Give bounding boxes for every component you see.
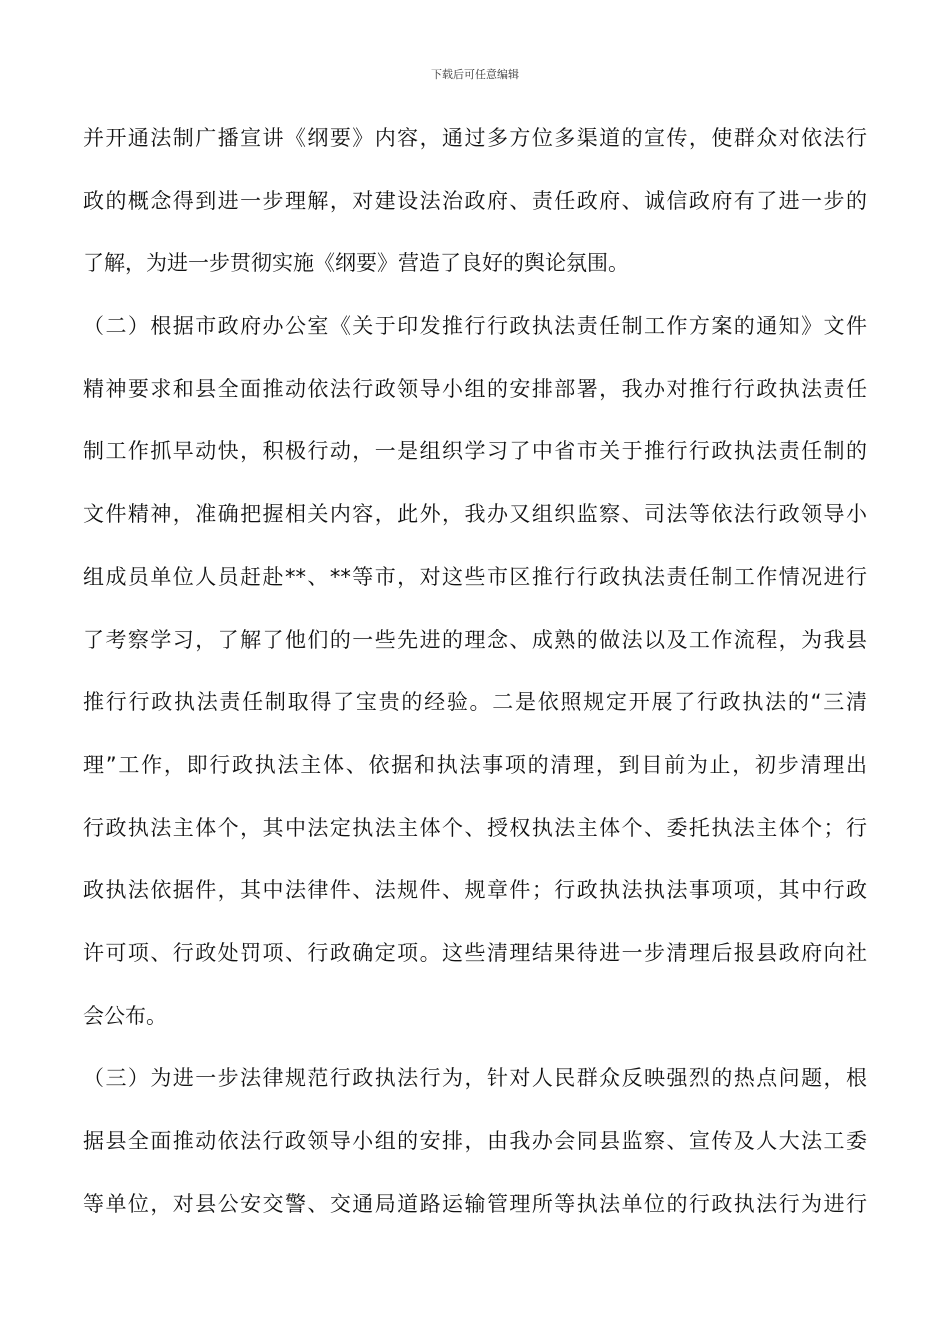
text-line: 政执法依据件，其中法律件、法规件、规章件；行政执法执法事项项，其中行政 [83,878,867,903]
document-body [83,116,867,1244]
text-line: 理”工作，即行政执法主体、依据和执法事项的清理，到目前为止，初步清理出 [83,752,867,777]
text-line: 组成员单位人员赶赴**、**等市，对这些市区推行行政执法责任制工作情况进行 [83,564,867,589]
text-line: 了解，为进一步贯彻实施《纲要》营造了良好的舆论氛围。 [83,251,629,276]
text-line: （二）根据市政府办公室《关于印发推行行政执法责任制工作方案的通知》文件 [83,314,867,339]
text-line: 文件精神，准确把握相关内容，此外，我办又组织监察、司法等依法行政领导小 [83,502,867,527]
text-line: 行政执法主体个，其中法定执法主体个、授权执法主体个、委托执法主体个；行 [83,815,867,840]
text-line: 会公布。 [83,1003,167,1028]
paragraph-2 [83,304,867,1056]
text-line: 并开通法制广播宣讲《纲要》内容，通过多方位多渠道的宣传，使群众对依法行 [83,126,867,150]
paragraph-3 [83,1056,867,1244]
text-line: 了考察学习，了解了他们的一些先进的理念、成熟的做法以及工作流程，为我县 [83,627,867,652]
text-line: 许可项、行政处罚项、行政确定项。这些清理结果待进一步清理后报县政府向社 [83,940,867,965]
page-header-note: 下载后可任意编辑 [431,68,519,81]
text-line: 制工作抓早动快，积极行动，一是组织学习了中省市关于推行行政执法责任制的 [83,439,867,464]
text-line: 等单位，对县公安交警、交通局道路运输管理所等执法单位的行政执法行为进行 [83,1191,867,1216]
text-line: 精神要求和县全面推动依法行政领导小组的安排部署，我办对推行行政执法责任 [83,376,867,401]
paragraph-1 [83,116,867,304]
text-line: 据县全面推动依法行政领导小组的安排，由我办会同县监察、宣传及人大法工委 [83,1129,867,1153]
text-line: 推行行政执法责任制取得了宝贵的经验。二是依照规定开展了行政执法的“三清 [83,690,867,715]
text-line: 政的概念得到进一步理解，对建设法治政府、责任政府、诚信政府有了进一步的 [83,188,867,213]
text-line: （三）为进一步法律规范行政执法行为，针对人民群众反映强烈的热点问题，根 [83,1066,867,1091]
